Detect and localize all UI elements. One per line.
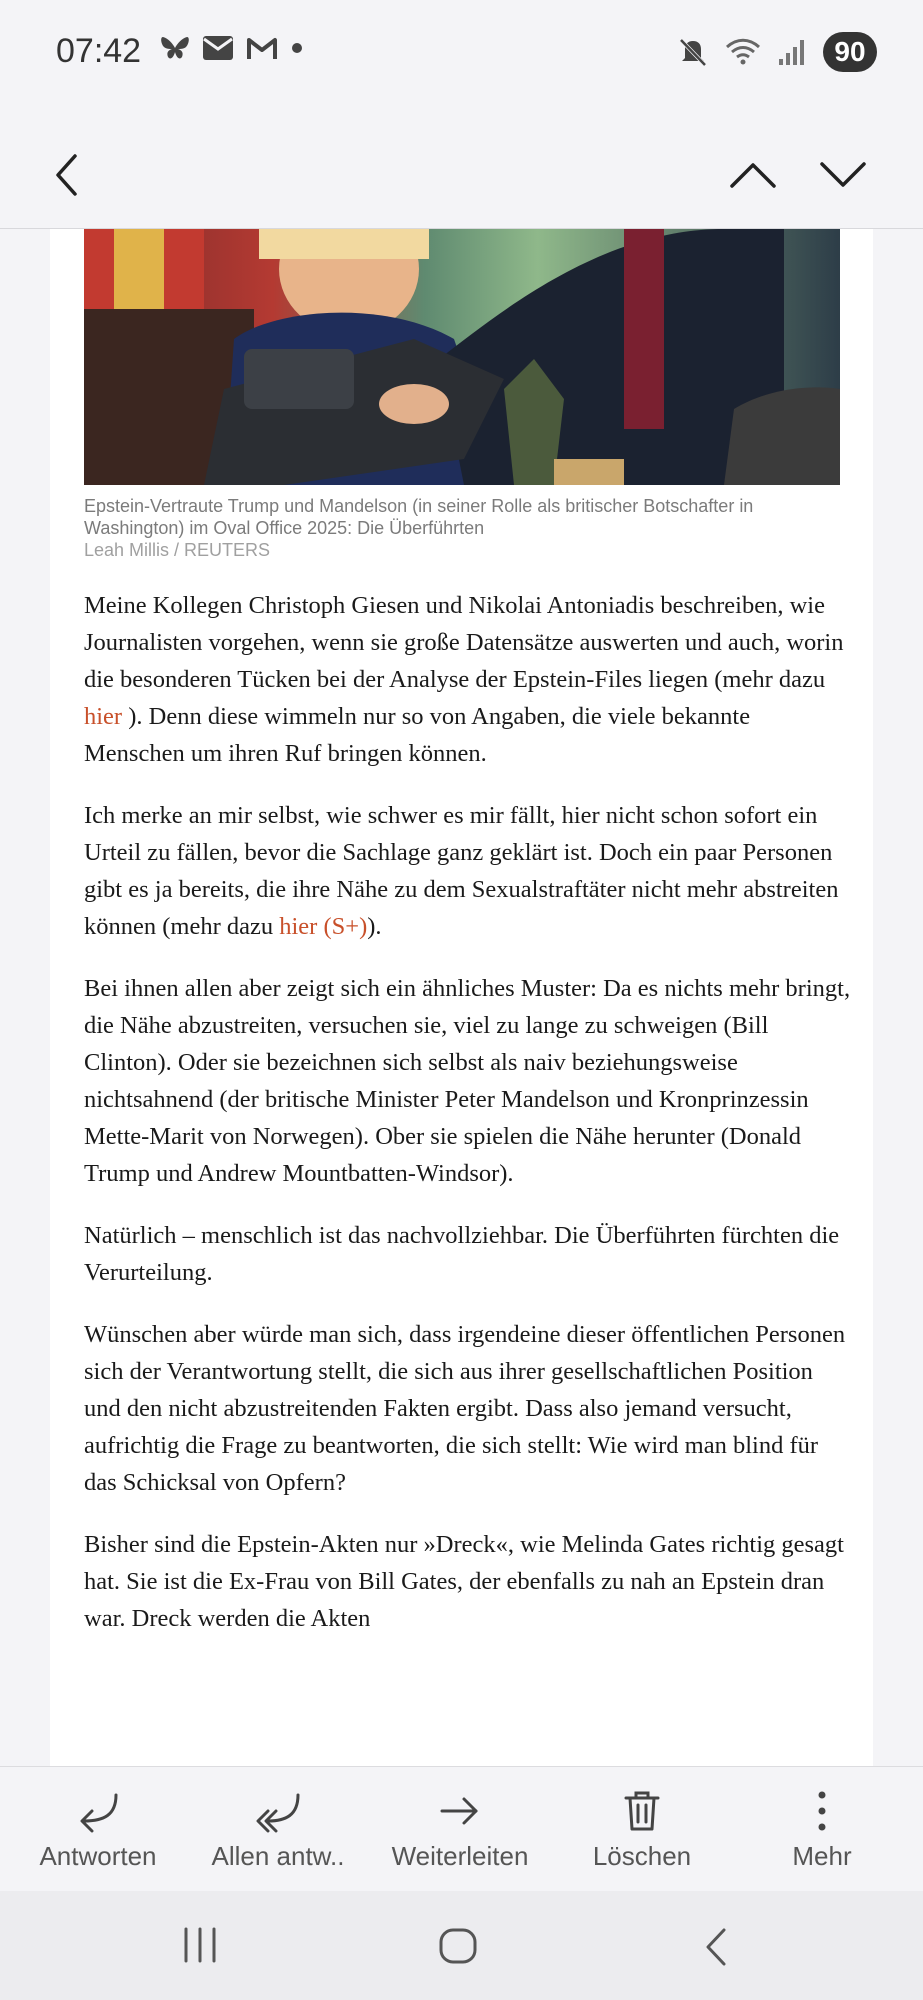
paragraph-1: Meine Kollegen Christoph Giesen und Nikolai Antoniadis beschreiben, wie Journalisten vorgehen, wenn sie große Datensätze auswerten und auch, worin die besonderen Tücken bei der Analyse der Epstein-Files liegen (mehr dazu hier ). Denn diese wimmeln nur so von Angaben, die viele bekannte Menschen um ihren Ruf bringen können. [84, 592, 844, 767]
delete-button[interactable] [562, 1767, 722, 1892]
caption-text: Epstein-Vertraute Trump und Mandelson (in seiner Rolle als britischer Botschafter in Washington) im Oval Office 2025: Die Überführten [84, 496, 754, 538]
more-vertical-icon [812, 1789, 832, 1833]
gmail-icon [246, 35, 278, 61]
bluesky-icon [160, 34, 190, 62]
more-label: Mehr [792, 1841, 852, 1871]
wifi-icon [725, 37, 761, 67]
status-bar [0, 0, 923, 110]
forward-button[interactable] [380, 1767, 540, 1892]
chevron-down-icon [816, 150, 870, 200]
chevron-up-icon [726, 150, 780, 200]
email-body[interactable] [0, 229, 923, 1766]
previous-email-button[interactable] [726, 150, 780, 200]
link-hier-splus[interactable]: hier (S+) [279, 913, 368, 940]
forward-icon [438, 1789, 482, 1833]
back-icon [700, 1927, 730, 1967]
photo-credit: Leah Millis / REUTERS [84, 540, 271, 560]
reply-icon [76, 1789, 120, 1833]
signal-icon [777, 37, 807, 67]
reply-all-button[interactable] [198, 1767, 358, 1892]
system-navigation-bar [0, 1891, 923, 2000]
email-action-bar [0, 1766, 923, 1892]
home-button[interactable] [438, 1927, 478, 1970]
newsletter-card [50, 229, 873, 1766]
mail-icon [202, 35, 234, 61]
recent-apps-icon [180, 1927, 220, 1963]
chevron-left-icon [44, 150, 94, 200]
notification-icons [160, 34, 304, 62]
back-button[interactable] [44, 150, 94, 200]
mute-icon [677, 36, 709, 68]
paragraph-6: Bisher sind die Epstein-Akten nur »Dreck«, wie Melinda Gates richtig gesagt hat. Sie ist die Ex-Frau von Bill Gates, der ebenfalls zu nah an Epstein dran war. Dreck werden die Akten [84, 1531, 844, 1632]
more-button[interactable] [742, 1767, 902, 1892]
system-status-icons [677, 32, 877, 72]
article-photo [84, 229, 840, 485]
status-time: 07:42 [56, 32, 142, 70]
reply-label: Antworten [39, 1841, 157, 1871]
system-back-button[interactable] [700, 1927, 730, 1972]
trash-icon [622, 1789, 662, 1833]
reply-all-icon [254, 1789, 302, 1833]
forward-label: Weiterleiten [391, 1841, 529, 1871]
reply-button[interactable] [18, 1767, 178, 1892]
next-email-button[interactable] [816, 150, 870, 200]
link-hier[interactable]: hier [84, 703, 123, 730]
dot-icon [290, 41, 304, 55]
recent-apps-button[interactable] [180, 1927, 220, 1968]
reply-all-label: Allen antw.. [211, 1841, 345, 1871]
photo-caption [84, 495, 840, 561]
battery-indicator: 90 [823, 32, 877, 72]
email-toolbar [0, 110, 923, 229]
paragraph-4: Natürlich – menschlich ist das nachvollziehbar. Die Überführten fürchten die Verurteilung. [84, 1222, 840, 1286]
article-text [84, 587, 854, 1662]
paragraph-5: Wünschen aber würde man sich, dass irgendeine dieser öffentlichen Personen sich der Verantwortung stellt, die sich aus ihrer gesellschaftlichen Position und den nicht abzustreitenden Fakten ergibt. Dass also jemand versucht, aufrichtig die Frage zu beantworten, die sich stellt: Wie wird man blind für das Schicksal von Opfern? [84, 1321, 846, 1496]
paragraph-3: Bei ihnen allen aber zeigt sich ein ähnliches Muster: Da es nichts mehr bringt, die Nähe abzustreiten, versuchen sie, viel zu lange zu schweigen (Bill Clinton). Oder sie bezeichnen sich selbst als naiv beziehungsweise nichtsahnend (der britische Minister Peter Mandelson und Kronprinzessin Mette-Marit von Norwegen). Ober sie spielen die Nähe herunter (Donald Trump und Andrew Mountbatten-Windsor). [84, 975, 851, 1187]
delete-label: Löschen [592, 1841, 692, 1871]
home-icon [438, 1927, 478, 1965]
paragraph-2: Ich merke an mir selbst, wie schwer es mir fällt, hier nicht schon sofort ein Urteil zu fällen, bevor die Sachlage ganz geklärt ist. Doch ein paar Personen gibt es ja bereits, die ihre Nähe zu dem Sexualstraftäter nicht mehr abstreiten können (mehr dazu hier (S+)). [84, 802, 839, 940]
